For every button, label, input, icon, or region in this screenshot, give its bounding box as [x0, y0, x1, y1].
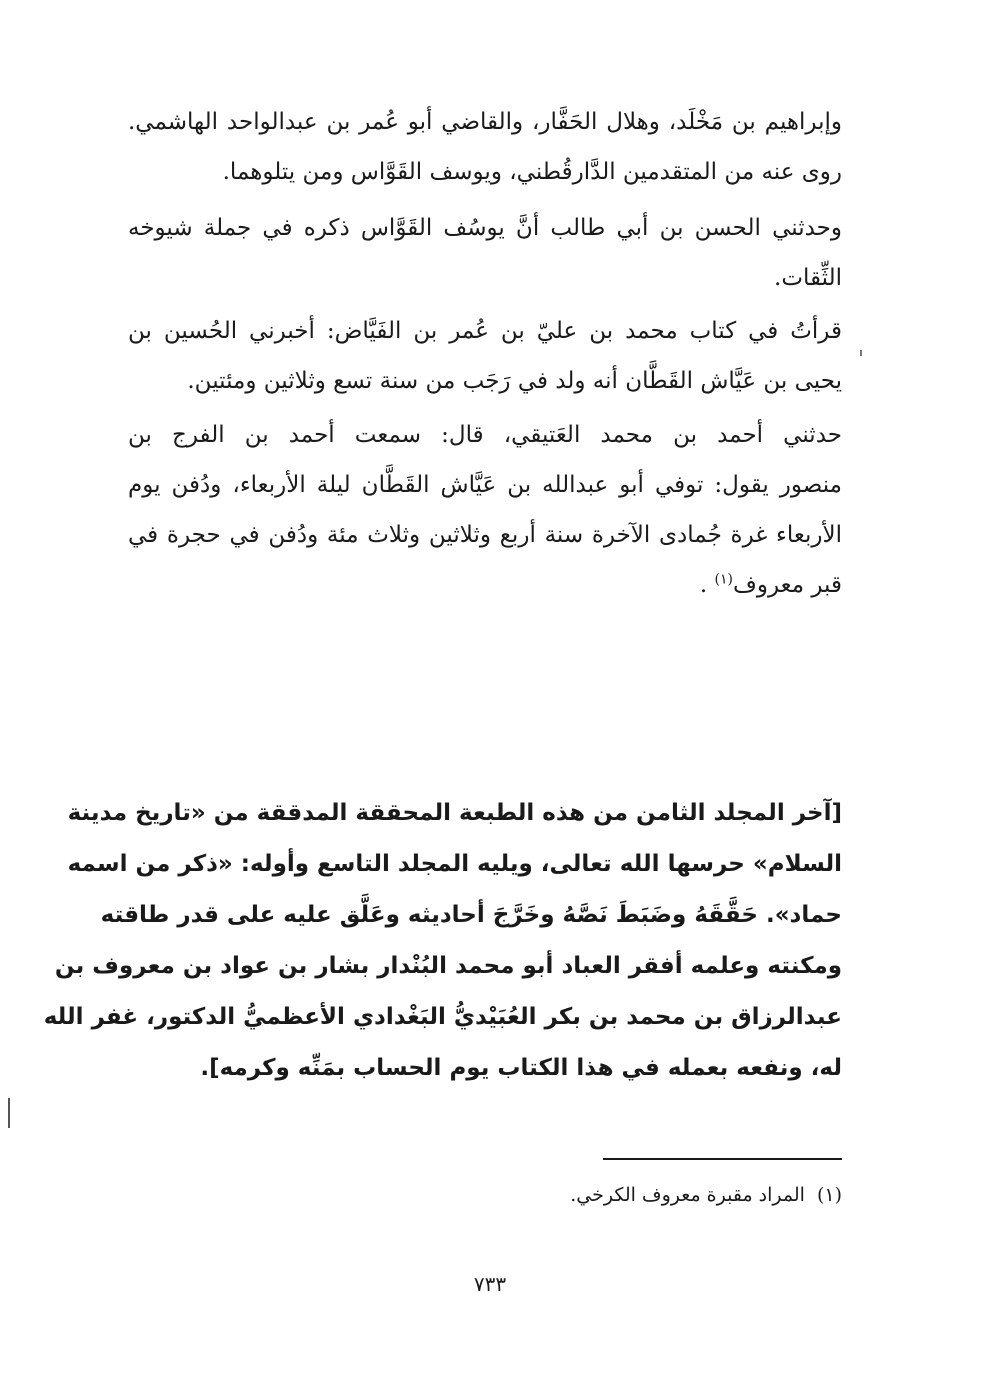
closing-note-line-6: له، ونفعه بعمله في هذا الكتاب يوم الحساب بمَنِّه وكرمه]. — [200, 1055, 842, 1081]
scan-artifact-dot — [860, 350, 862, 356]
paragraph-2 — [128, 203, 842, 303]
footnote-number: (١) — [816, 1184, 842, 1206]
paragraph-4-line-4 — [128, 560, 842, 610]
page-number: ٧٣٣ — [473, 1272, 507, 1296]
paragraph-1-line-2: روى عنه من المتقدمين الدَّارقُطني، ويوسف القَوَّاس ومن يتلوهما. — [222, 159, 842, 185]
paragraph-4-line-4-text: قبر معروف — [733, 572, 842, 598]
paragraph-4-end-mark: . — [699, 572, 708, 598]
paragraph-2-line-1: وحدثني الحسن بن أبي طالب أنَّ يوسُف القَوَّاس ذكره في جملة شيوخه — [128, 215, 842, 241]
closing-note-line-2: السلام» حرسها الله تعالى، ويليه المجلد التاسع وأوله: «ذكر من اسمه — [67, 851, 842, 877]
paragraph-4-line-3: الأربعاء غرة جُمادى الآخرة سنة أربع وثلاثين وثلاث مئة ودُفن في حجرة في — [128, 522, 842, 548]
paragraph-2-line-2: الثِّقات. — [774, 265, 842, 291]
closing-note-line-1: [آخر المجلد الثامن من هذه الطبعة المحققة المدققة من «تاريخ مدينة — [67, 800, 842, 826]
closing-note — [43, 788, 842, 1094]
footnote — [500, 1180, 842, 1210]
footnote-text: المراد مقبرة معروف الكرخي. — [570, 1184, 805, 1206]
closing-note-line-4: ومكنته وعلمه أفقر العباد أبو محمد البُنْدار بشار بن عواد بن معروف بن — [54, 953, 842, 979]
paragraph-3-line-2: يحيى بن عَيَّاش القَطَّان أنه ولد في رَجَب من سنة تسع وثلاثين ومئتين. — [187, 368, 842, 394]
paragraph-3-line-1: قرأتُ في كتاب محمد بن عليّ بن عُمر بن الفَيَّاض: أخبرني الحُسين بن — [128, 318, 842, 344]
paragraph-1-line-1: وإبراهيم بن مَخْلَد، وهلال الحَفَّار، والقاضي أبو عُمر بن عبدالواحد الهاشمي. — [128, 109, 842, 135]
scan-artifact-mark — [8, 1098, 10, 1128]
closing-note-line-5: عبدالرزاق بن محمد بن بكر العُبَيْديُّ البَغْدادي الأعظميُّ الدكتور، غفر الله — [43, 1004, 842, 1030]
paragraph-3 — [128, 306, 842, 406]
paragraph-4-line-2: منصور يقول: توفي أبو عبدالله بن عَيَّاش القَطَّان ليلة الأربعاء، ودُفن يوم — [128, 472, 842, 498]
paragraph-1 — [128, 97, 842, 197]
paragraph-4 — [128, 410, 842, 610]
footnote-reference[interactable]: (١) — [714, 571, 733, 588]
closing-note-line-3: حماد». حَقَّقَهُ وضَبَطَ نَصَّهُ وخَرَّجَ أحاديثه وعَلَّق عليه على قدر طاقته — [100, 902, 842, 928]
paragraph-4-line-1: حدثني أحمد بن محمد العَتيقي، قال: سمعت أحمد بن الفرج بن — [128, 422, 842, 448]
footnote-separator — [603, 1158, 842, 1160]
